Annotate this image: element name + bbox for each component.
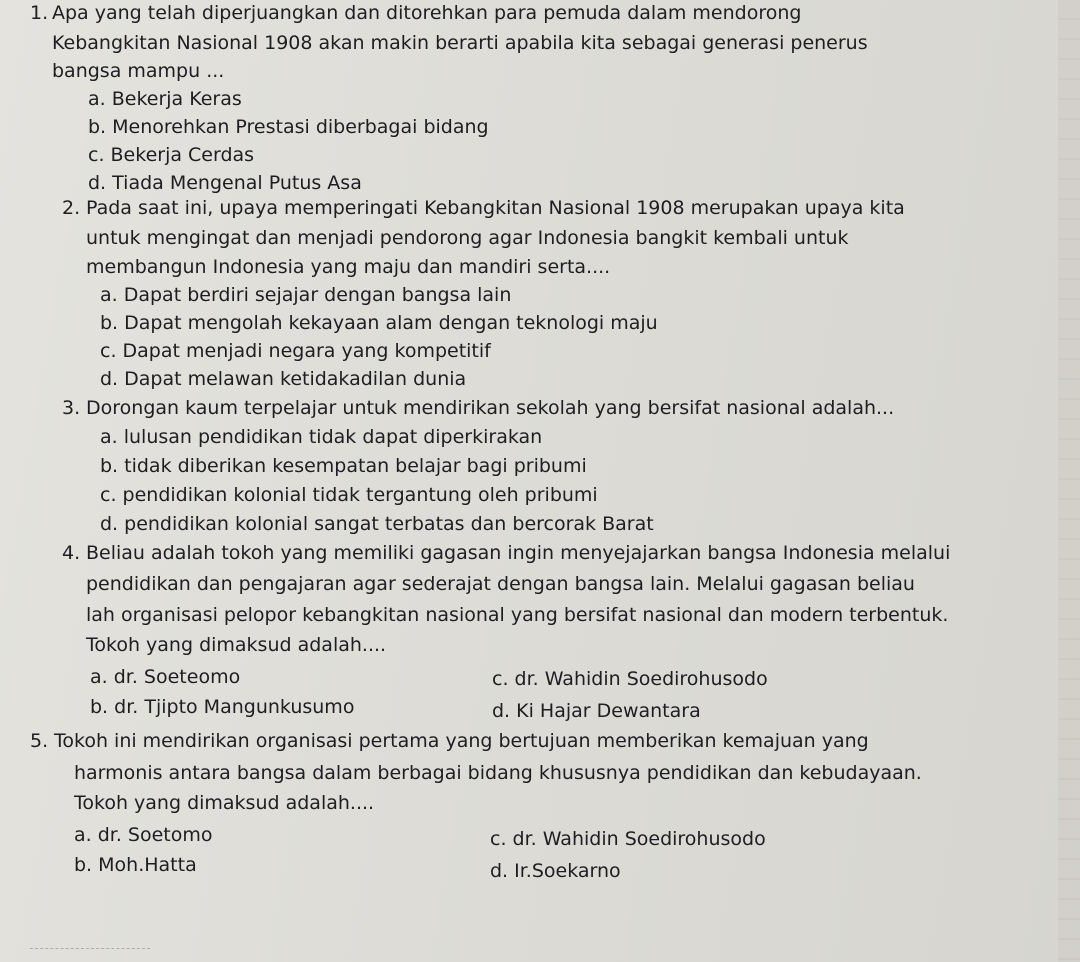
answer-option: d. Ki Hajar Dewantara	[492, 700, 701, 722]
answer-option: a. dr. Soetomo	[74, 824, 213, 846]
question-number: 2.	[62, 197, 81, 219]
faint-pencil-mark	[30, 948, 150, 962]
question-text-line: membangun Indonesia yang maju dan mandiri serta....	[86, 256, 611, 278]
question-number: 4.	[62, 542, 81, 564]
answer-option: a. lulusan pendidikan tidak dapat diperkirakan	[100, 426, 543, 448]
question-text-line: Tokoh ini mendirikan organisasi pertama yang bertujuan memberikan kemajuan yang	[54, 730, 869, 752]
answer-option: a. Dapat berdiri sejajar dengan bangsa lain	[100, 284, 512, 306]
question-text-line: untuk mengingat dan menjadi pendorong agar Indonesia bangkit kembali untuk	[86, 227, 849, 249]
question-text-line: bangsa mampu ...	[52, 60, 225, 82]
question-text-line: lah organisasi pelopor kebangkitan nasional yang bersifat nasional dan modern terbentuk.	[86, 604, 949, 626]
question-number: 5.	[30, 730, 49, 752]
answer-option: c. pendidikan kolonial tidak tergantung oleh pribumi	[100, 484, 598, 506]
question-text-line: Tokoh yang dimaksud adalah....	[86, 634, 387, 656]
question-text-line: pendidikan dan pengajaran agar sederajat dengan bangsa lain. Melalui gagasan beliau	[86, 573, 915, 595]
answer-option: b. dr. Tjipto Mangunkusumo	[90, 696, 355, 718]
answer-option: c. dr. Wahidin Soedirohusodo	[492, 668, 768, 690]
answer-option: b. Menorehkan Prestasi diberbagai bidang	[88, 116, 489, 138]
answer-option: c. Bekerja Cerdas	[88, 144, 255, 166]
answer-option: c. Dapat menjadi negara yang kompetitif	[100, 340, 491, 362]
question-text-line: Kebangkitan Nasional 1908 akan makin berarti apabila kita sebagai generasi penerus	[52, 32, 868, 54]
question-text-line: Apa yang telah diperjuangkan dan ditorehkan para pemuda dalam mendorong	[52, 2, 802, 24]
question-text-line: Beliau adalah tokoh yang memiliki gagasan ingin menyejajarkan bangsa Indonesia melalui	[86, 542, 951, 564]
answer-option: d. Ir.Soekarno	[490, 860, 621, 882]
question-text-line: Dorongan kaum terpelajar untuk mendirikan sekolah yang bersifat nasional adalah...	[86, 397, 895, 419]
answer-option: a. Bekerja Keras	[88, 88, 242, 110]
question-text-line: harmonis antara bangsa dalam berbagai bidang khususnya pendidikan dan kebudayaan.	[74, 762, 922, 784]
page-edge	[1058, 0, 1080, 962]
answer-option: a. dr. Soeteomo	[90, 666, 241, 688]
answer-option: d. Dapat melawan ketidakadilan dunia	[100, 368, 467, 390]
question-number: 1.	[30, 2, 49, 24]
answer-option: d. pendidikan kolonial sangat terbatas dan bercorak Barat	[100, 513, 654, 535]
answer-option: c. dr. Wahidin Soedirohusodo	[490, 828, 766, 850]
answer-option: b. tidak diberikan kesempatan belajar bagi pribumi	[100, 455, 587, 477]
answer-option: d. Tiada Mengenal Putus Asa	[88, 172, 362, 194]
question-number: 3.	[62, 397, 81, 419]
question-text-line: Pada saat ini, upaya memperingati Kebangkitan Nasional 1908 merupakan upaya kita	[86, 197, 905, 219]
question-text-line: Tokoh yang dimaksud adalah....	[74, 792, 375, 814]
answer-option: b. Moh.Hatta	[74, 854, 197, 876]
answer-option: b. Dapat mengolah kekayaan alam dengan teknologi maju	[100, 312, 658, 334]
